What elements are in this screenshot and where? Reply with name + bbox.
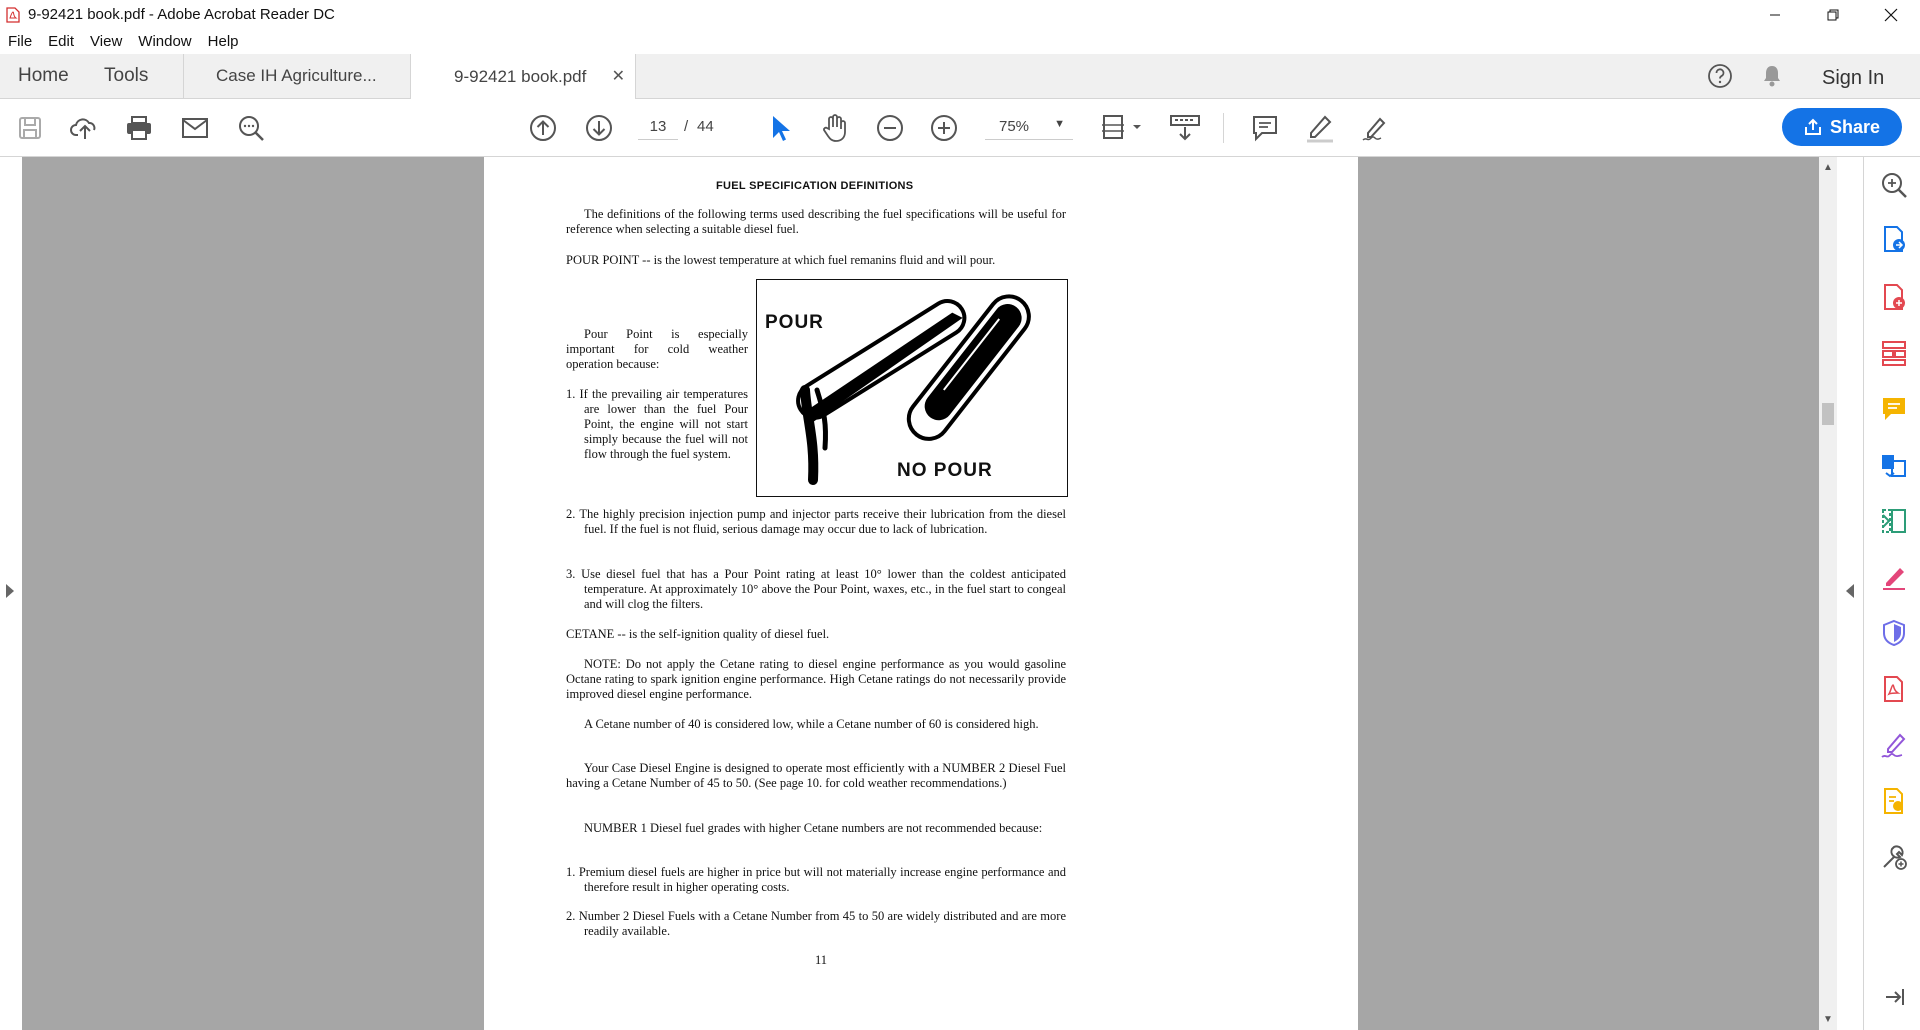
tab-bar [0, 54, 1920, 99]
protect-shield-icon[interactable] [1880, 619, 1908, 647]
tab-document-active[interactable] [410, 54, 636, 99]
page-separator: / [684, 118, 689, 135]
acrobat-app-icon [6, 7, 20, 23]
sign-in-link[interactable]: Sign In [1822, 67, 1885, 89]
number2-fuel-item: 2. Number 2 Diesel Fuels with a Cetane Number from 45 to 50 are widely distributed and are more readily available. [566, 909, 1066, 938]
more-tools-icon[interactable] [1880, 843, 1908, 871]
page-number: 11 [814, 953, 828, 967]
scroll-mode-icon [1169, 113, 1201, 143]
sign-button[interactable] [1360, 113, 1390, 143]
total-pages: 44 [697, 118, 714, 135]
number1-paragraph: NUMBER 1 Diesel fuel grades with higher Cetane numbers are not recommended because: [584, 821, 1043, 835]
main-toolbar [0, 99, 1920, 157]
cetane-number-paragraph: A Cetane number of 40 is considered low, while a Cetane number of 60 is considered high. [584, 717, 1039, 731]
pour-point-important: Pour Point is especially important for cold weather operation because: [566, 327, 748, 371]
create-pdf-icon[interactable] [1880, 283, 1908, 311]
menu-window[interactable]: Window [138, 33, 192, 50]
upload-button[interactable] [70, 113, 100, 143]
page-display-button[interactable] [1100, 113, 1146, 143]
tab-document-case-ih[interactable] [183, 54, 409, 98]
share-upload-icon [1804, 118, 1822, 136]
organize-pages-icon[interactable] [1880, 339, 1908, 367]
cetane-definition: CETANE -- is the self-ignition quality of diesel fuel. [566, 627, 830, 641]
arrow-down-circle-icon [585, 114, 613, 142]
close-tab-icon[interactable]: ✕ [611, 68, 625, 85]
minus-circle-icon [876, 114, 904, 142]
tab-tools[interactable]: Tools [104, 65, 149, 86]
email-button[interactable] [180, 113, 210, 143]
mail-icon [181, 117, 209, 139]
highlighter-pen-icon [1305, 113, 1335, 143]
pour-point-definition: POUR POINT -- is the lowest temperature at which fuel remanins fluid and will pour. [566, 253, 996, 267]
zoom-select[interactable] [985, 115, 1073, 140]
combine-files-icon[interactable] [1880, 451, 1908, 479]
close-icon [1884, 8, 1898, 22]
pdf-page [484, 157, 1358, 1030]
figure-label-pour: POUR [765, 312, 824, 333]
export-pdf-icon[interactable] [1880, 225, 1908, 253]
toolbar-divider [1223, 113, 1224, 143]
expand-left-panel-icon[interactable] [6, 584, 14, 598]
help-icon[interactable] [1707, 63, 1733, 89]
share-button[interactable] [1782, 108, 1902, 146]
case-engine-paragraph: Your Case Diesel Engine is designed to operate most efficiently with a NUMBER 2 Diesel Fuel having a Cetane Number of 45 to 50. (See page 10. for cold weather recommendations.) [566, 761, 1066, 790]
search-icon [237, 114, 265, 142]
scrollbar-thumb[interactable] [1822, 403, 1834, 425]
fill-sign-icon[interactable] [1880, 563, 1908, 591]
menu-view[interactable]: View [90, 33, 123, 50]
zoom-out-button[interactable] [875, 113, 905, 143]
fill-sign-pen-icon [1360, 113, 1390, 143]
plus-circle-icon [930, 114, 958, 142]
hand-tool-button[interactable] [820, 113, 850, 143]
comment-tool-icon[interactable] [1880, 395, 1908, 423]
scroll-up-icon[interactable]: ▲ [1823, 162, 1833, 173]
send-for-review-icon[interactable] [1880, 787, 1908, 815]
hand-icon [821, 113, 849, 143]
tab-home[interactable]: Home [18, 65, 69, 86]
fit-page-icon [1100, 113, 1146, 143]
restore-button[interactable] [1804, 0, 1862, 29]
select-tool-button[interactable] [765, 113, 795, 143]
highlight-button[interactable] [1305, 113, 1335, 143]
scroll-down-icon[interactable]: ▼ [1823, 1014, 1833, 1025]
menu-edit[interactable]: Edit [48, 33, 75, 50]
print-icon [125, 115, 153, 141]
pour-point-item-2: 2. The highly precision injection pump and injector parts receive their lubrication from the diesel fuel. If the fuel is not fluid, serious damage may occur due to lack of lubrication. [566, 507, 1066, 536]
cetane-note: NOTE: Do not apply the Cetane rating to diesel engine performance as you would gasoline Octane rating to spark ignition engine performance. High Cetane ratings do not necessarily provide improved diesel engine performance. [566, 657, 1066, 701]
find-button[interactable] [236, 113, 266, 143]
pour-point-item-1: 1. If the prevailing air temperatures are lower than the fuel Pour Point, the engine will not start simply because the fuel will not flow through the fuel system. [566, 387, 748, 461]
keyboard-scroll-button[interactable] [1168, 113, 1202, 143]
menu-file[interactable]: File [8, 33, 33, 50]
close-window-button[interactable] [1862, 0, 1920, 29]
window-title: 9-92421 book.pdf - Adobe Acrobat Reader DC [28, 6, 335, 23]
cloud-upload-icon [70, 115, 100, 141]
signature-icon[interactable] [1880, 731, 1908, 759]
tab-document-label: Case IH Agriculture... [216, 66, 377, 85]
premium-fuel-item: 1. Premium diesel fuels are higher in price but will not materially increase engine performance and therefore result in higher operating costs. [566, 865, 1066, 894]
vertical-scrollbar[interactable] [1819, 157, 1837, 1030]
left-panel-toggle-strip[interactable] [0, 157, 23, 1030]
collapse-panel-icon[interactable] [1880, 983, 1908, 1011]
zoom-search-icon[interactable] [1880, 171, 1908, 199]
collapse-right-panel-icon[interactable] [1846, 584, 1854, 598]
right-panel-toggle-strip[interactable] [1837, 157, 1863, 1030]
current-page-input[interactable]: 13 [638, 115, 678, 140]
title-bar [0, 0, 1920, 29]
menu-bar [0, 29, 1920, 54]
page-heading: FUEL SPECIFICATION DEFINITIONS [716, 180, 914, 192]
cursor-arrow-icon [769, 114, 791, 142]
save-button[interactable] [15, 113, 45, 143]
notification-bell-icon[interactable] [1760, 63, 1784, 89]
save-icon [17, 115, 43, 141]
print-button[interactable] [124, 113, 154, 143]
comment-button[interactable] [1250, 113, 1280, 143]
acrobat-pdf-icon[interactable] [1880, 675, 1908, 703]
share-label: Share [1829, 116, 1881, 137]
tab-document-label: 9-92421 book.pdf [454, 66, 587, 86]
zoom-value: 75% [999, 118, 1030, 135]
pour-point-item-3: 3. Use diesel fuel that has a Pour Point rating at least 10° lower than the coldest anticipated temperature. At approximately 10° above the Pour Point, waxes, etc., in the fuel start to congeal and will clog the filters. [566, 567, 1066, 611]
pour-illustration [756, 279, 1068, 497]
previous-page-button[interactable] [528, 113, 558, 143]
next-page-button[interactable] [584, 113, 614, 143]
figure-label-no-pour: NO POUR [897, 460, 993, 481]
menu-help[interactable]: Help [207, 33, 239, 50]
intro-paragraph: The definitions of the following terms used describing the fuel specifications will be useful for reference when selecting a suitable diesel fuel. [566, 207, 1066, 236]
compress-pdf-icon[interactable] [1880, 507, 1908, 535]
right-tools-panel [1863, 157, 1920, 1030]
zoom-in-button[interactable] [929, 113, 959, 143]
arrow-up-circle-icon [529, 114, 557, 142]
minimize-icon [1769, 9, 1781, 21]
restore-icon [1827, 9, 1839, 21]
comment-icon [1251, 114, 1279, 142]
minimize-button[interactable] [1746, 0, 1804, 29]
chevron-down-icon: ▼ [1054, 118, 1065, 130]
window-controls [1746, 0, 1920, 29]
